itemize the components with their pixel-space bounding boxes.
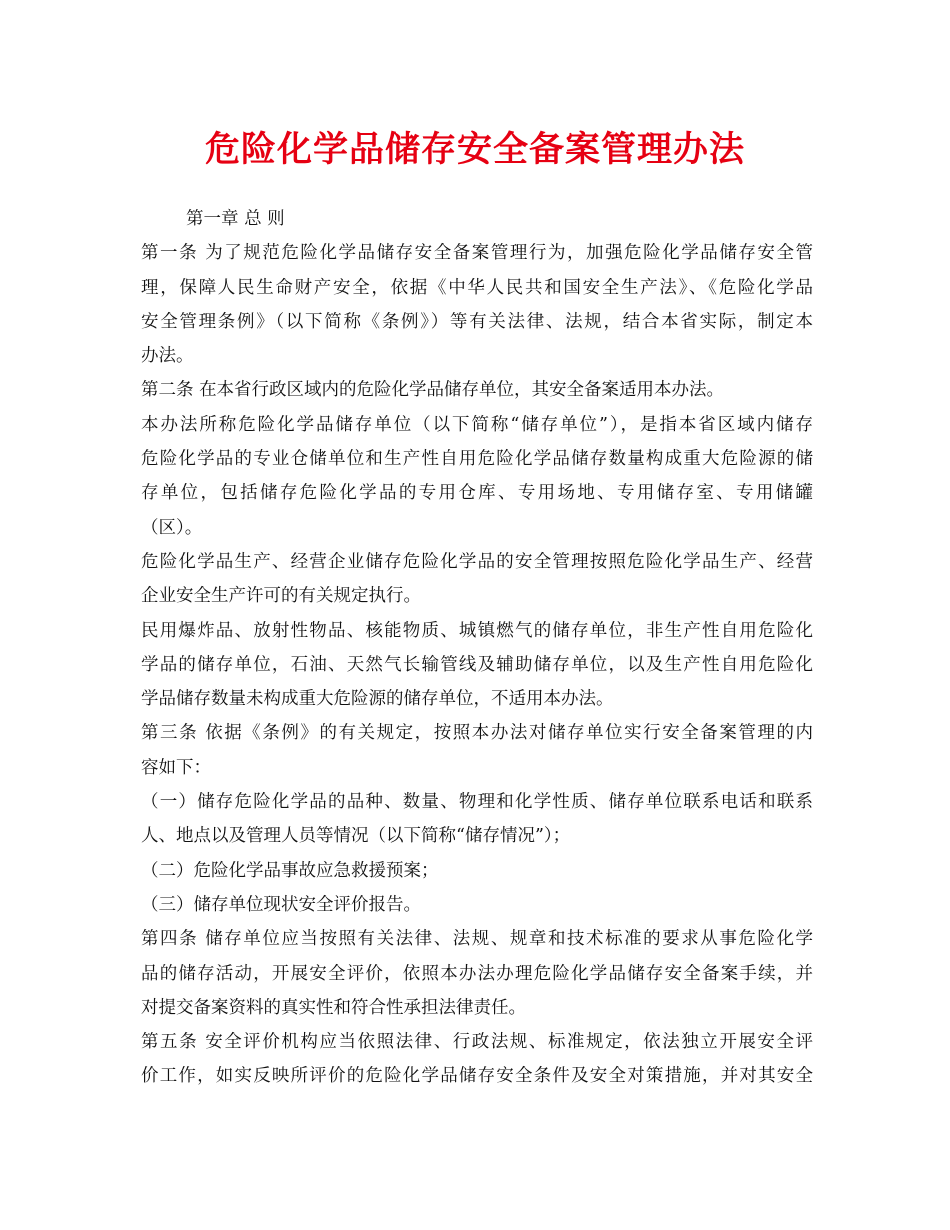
text-line: 危险化学品的专业仓储单位和生产性自用危险化学品储存数量构成重大危险源的储 — [141, 449, 813, 470]
text-line: 第五条 安全评价机构应当依照法律、行政法规、标准规定，依法独立开展安全评 — [141, 1032, 813, 1053]
text-line: （区）。 — [141, 517, 203, 538]
text-line: 办法。 — [141, 346, 194, 367]
document-body — [141, 202, 813, 1094]
text-line: 存单位，包括储存危险化学品的专用仓库、专用场地、专用储存室、专用储罐 — [141, 483, 813, 504]
text-line: 理，保障人民生命财产安全，依据《中华人民共和国安全生产法》、《危险化学品 — [141, 277, 813, 298]
text-line: （三）储存单位现状安全评价报告。 — [141, 894, 421, 915]
text-line: 第四条 储存单位应当按照有关法律、法规、规章和技术标准的要求从事危险化学 — [141, 929, 813, 950]
text-line: （一）储存危险化学品的品种、数量、物理和化学性质、储存单位联系电话和联系 — [141, 792, 813, 813]
text-line: 企业安全生产许可的有关规定执行。 — [141, 586, 421, 607]
text-line: 人、地点以及管理人员等情况（以下简称“储存情况”）； — [141, 826, 571, 847]
text-line: 第三条 依据《条例》的有关规定，按照本办法对储存单位实行安全备案管理的内 — [141, 723, 813, 744]
text-line: 民用爆炸品、放射性物品、核能物质、城镇燃气的储存单位，非生产性自用危险化 — [141, 620, 813, 641]
document-title: 危险化学品储存安全备案管理办法 — [204, 129, 745, 170]
text-line: 第二条 在本省行政区域内的危险化学品储存单位，其安全备案适用本办法。 — [141, 380, 725, 401]
text-line: （二）危险化学品事故应急救援预案； — [141, 860, 439, 881]
text-line: 第一章 总 则 — [186, 209, 285, 229]
text-line: 容如下： — [141, 757, 211, 778]
text-line: 本办法所称危险化学品储存单位（以下简称“储存单位”），是指本省区域内储存 — [141, 414, 813, 435]
text-line: 第一条 为了规范危险化学品储存安全备案管理行为，加强危险化学品储存安全管 — [141, 243, 813, 264]
text-line: 价工作，如实反映所评价的危险化学品储存安全条件及安全对策措施，并对其安全 — [141, 1066, 813, 1087]
text-line: 品的储存活动，开展安全评价，依照本办法办理危险化学品储存安全备案手续，并 — [141, 963, 813, 984]
text-line: 危险化学品生产、经营企业储存危险化学品的安全管理按照危险化学品生产、经营 — [141, 551, 813, 572]
text-line: 学品的储存单位，石油、天然气长输管线及辅助储存单位，以及生产性自用危险化 — [141, 654, 813, 675]
text-line: 对提交备案资料的真实性和符合性承担法律责任。 — [141, 997, 526, 1018]
text-line: 安全管理条例》（以下简称《条例》）等有关法律、法规，结合本省实际，制定本 — [141, 311, 813, 332]
text-line: 学品储存数量未构成重大危险源的储存单位，不适用本办法。 — [141, 689, 614, 710]
